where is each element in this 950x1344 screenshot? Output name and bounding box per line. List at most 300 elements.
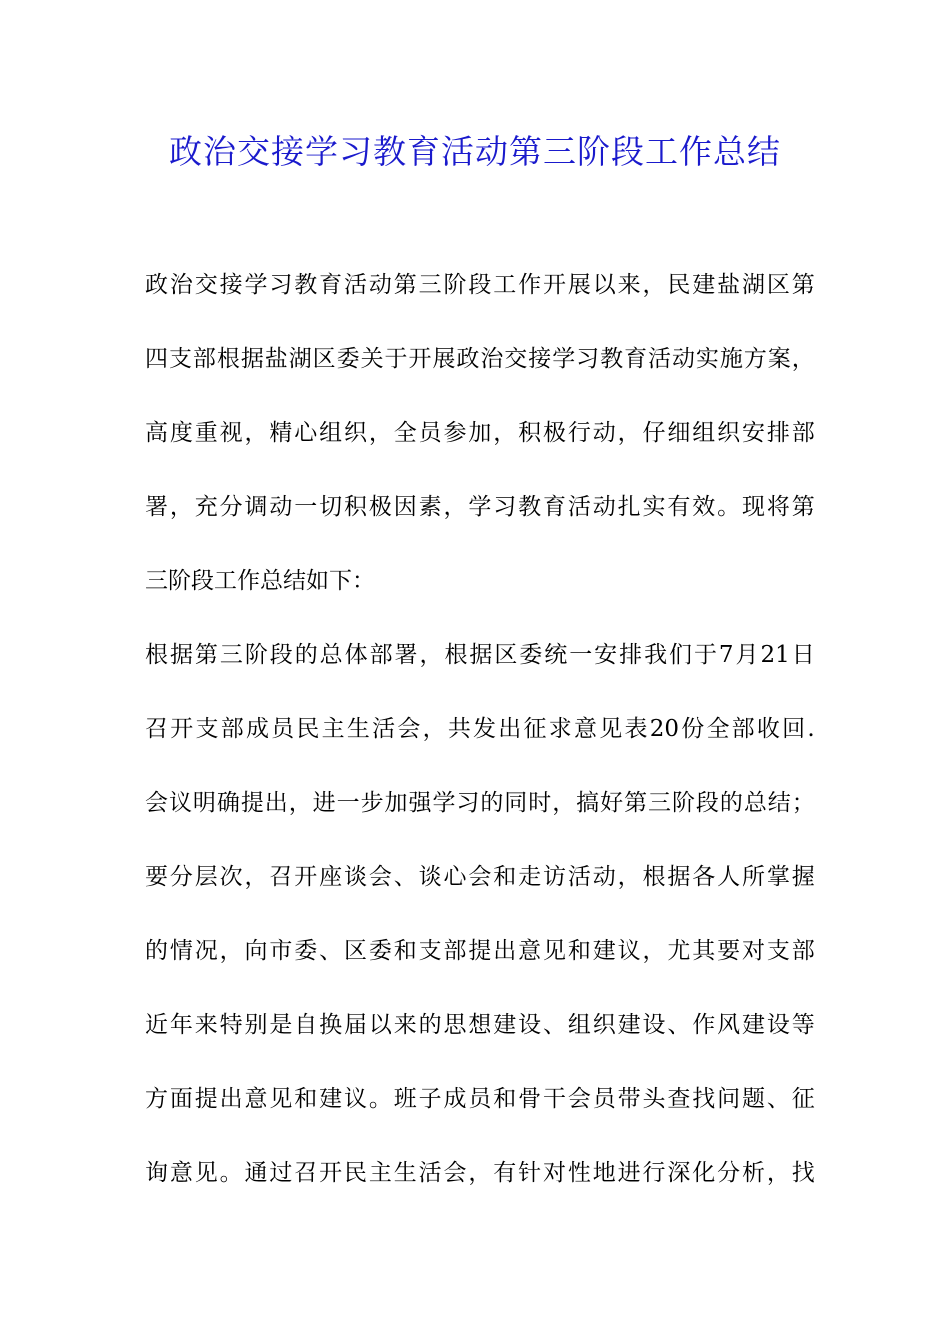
body-glyph: ， [219, 938, 243, 964]
body-glyph: ， [169, 494, 193, 520]
body-glyph: 交 [504, 346, 528, 372]
body-glyph: 提 [468, 938, 492, 964]
body-glyph: 度 [169, 420, 193, 446]
body-glyph: 出 [219, 1086, 243, 1112]
body-glyph: 收 [756, 716, 780, 742]
body-glyph: 部 [369, 642, 393, 668]
body-glyph: 动 [368, 272, 392, 298]
body-glyph: 织 [592, 1012, 616, 1038]
body-glyph: 活 [418, 1160, 442, 1186]
body-glyph: 员 [271, 716, 295, 742]
body-glyph: 加 [468, 420, 492, 446]
body-glyph: 极 [543, 420, 566, 446]
body-glyph: 头 [642, 1086, 666, 1112]
body-glyph: 实 [642, 494, 666, 520]
body-glyph: 精 [269, 420, 293, 446]
body-glyph: 找 [791, 1160, 815, 1186]
body-glyph: 活 [567, 494, 591, 520]
body-glyph: 析 [742, 1160, 765, 1186]
body-glyph: 支 [195, 716, 219, 742]
body-glyph: 和 [493, 1086, 517, 1112]
body-glyph: 地 [592, 1160, 616, 1186]
body-glyph: 向 [244, 938, 268, 964]
body-glyph: 阶 [671, 790, 695, 816]
body-glyph: 回 [782, 716, 806, 742]
body-glyph: 建 [692, 272, 716, 298]
body-glyph: 想 [468, 1012, 492, 1038]
body-glyph: 民 [344, 1160, 367, 1186]
body-glyph: 见 [269, 1086, 293, 1112]
body-glyph: 方 [145, 1086, 168, 1112]
body-glyph: 展 [432, 346, 456, 372]
body-glyph: 21 [760, 642, 790, 668]
body-glyph: ， [244, 864, 268, 890]
body-glyph: 步 [360, 790, 384, 816]
body-glyph: 来 [194, 1012, 218, 1038]
body-glyph: 召 [294, 1160, 318, 1186]
body-glyph: 建 [319, 1086, 343, 1112]
body-glyph: 换 [319, 1012, 343, 1038]
body-glyph: 开 [408, 346, 432, 372]
body-glyph: 谈 [418, 864, 442, 890]
body-glyph: 署 [145, 494, 168, 520]
body-glyph: 近 [145, 1012, 168, 1038]
body-glyph: 湖 [288, 346, 312, 372]
body-glyph: 育 [624, 346, 648, 372]
body-glyph: 学 [244, 272, 268, 298]
body-glyph: 对 [543, 1160, 566, 1186]
body-glyph: 安 [742, 420, 765, 446]
body-glyph: 员 [592, 1086, 616, 1112]
body-glyph: 委 [336, 346, 360, 372]
body-glyph: 极 [368, 494, 392, 520]
body-glyph: 现 [742, 494, 765, 520]
body-glyph: 询 [145, 1160, 168, 1186]
body-glyph: 针 [518, 1160, 542, 1186]
body-glyph: 段 [269, 642, 293, 668]
body-glyph: 、 [319, 938, 343, 964]
body-glyph: 心 [294, 420, 318, 446]
body-glyph: 教 [600, 346, 624, 372]
body-glyph: 要 [145, 864, 168, 890]
body-glyph: 委 [368, 938, 392, 964]
body-glyph: 深 [667, 1160, 691, 1186]
body-glyph: 排 [619, 642, 643, 668]
body-glyph: 设 [766, 1012, 790, 1038]
body-glyph: 确 [216, 790, 240, 816]
body-glyph: 查 [667, 1086, 691, 1112]
body-glyph: 动 [592, 864, 616, 890]
body-glyph: 部 [791, 938, 815, 964]
body-glyph: ， [552, 790, 576, 816]
body-glyph: 支 [418, 938, 442, 964]
body-glyph: 、 [543, 1012, 566, 1038]
body-glyph: 行 [642, 1160, 666, 1186]
body-glyph: 主 [321, 716, 345, 742]
body-glyph: 盐 [264, 346, 288, 372]
body-glyph: ， [617, 420, 641, 446]
body-glyph: 的 [480, 790, 504, 816]
body-glyph: 习 [576, 346, 600, 372]
body-glyph: 员 [418, 420, 442, 446]
body-glyph: ， [493, 420, 517, 446]
body-glyph: 活 [648, 346, 672, 372]
body-glyph: 方 [743, 346, 767, 372]
body-glyph: 建 [592, 938, 616, 964]
body-glyph: 子 [418, 1086, 442, 1112]
body-glyph: 民 [296, 716, 320, 742]
body-glyph: 教 [294, 272, 318, 298]
body-glyph: 会 [397, 716, 421, 742]
body-glyph: 搞 [576, 790, 600, 816]
body-glyph: 行 [567, 420, 591, 446]
body-glyph: 。 [219, 1160, 243, 1186]
body-glyph: 征 [523, 716, 547, 742]
body-glyph: 同 [504, 790, 528, 816]
body-line [145, 632, 815, 706]
body-glyph: 题 [742, 1086, 765, 1112]
body-glyph: 全 [706, 716, 730, 742]
body-glyph: 召 [145, 716, 168, 742]
body-glyph: 通 [244, 1160, 268, 1186]
body-glyph: 次 [219, 864, 243, 890]
body-glyph: 委 [294, 938, 318, 964]
body-glyph: 、 [766, 1086, 790, 1112]
body-glyph: 学 [432, 790, 456, 816]
body-glyph: 将 [766, 494, 790, 520]
body-glyph: ， [468, 1160, 492, 1186]
body-glyph: 安 [594, 642, 618, 668]
body-glyph: 班 [393, 1086, 417, 1112]
body-glyph: 盐 [717, 272, 741, 298]
body-glyph: 部 [731, 716, 755, 742]
body-glyph: 份 [681, 716, 705, 742]
body-glyph: ， [419, 642, 443, 668]
body-glyph: 总 [743, 790, 767, 816]
body-glyph: 人 [717, 864, 741, 890]
body-glyph: 动 [592, 420, 616, 446]
body-glyph: 因 [393, 494, 417, 520]
body-glyph: 议 [344, 1086, 367, 1112]
body-glyph: 对 [742, 938, 765, 964]
body-glyph: 结 [767, 790, 791, 816]
body-glyph: 走 [518, 864, 542, 890]
body-glyph: ， [368, 420, 392, 446]
body-glyph: 部 [192, 346, 216, 372]
body-glyph: 成 [245, 716, 269, 742]
body-glyph: 和 [567, 938, 591, 964]
body-glyph: 动 [592, 494, 616, 520]
body-glyph: 积 [344, 494, 367, 520]
body-glyph: 分 [169, 864, 193, 890]
body-glyph: 性 [567, 1160, 591, 1186]
body-glyph: 干 [543, 1086, 566, 1112]
body-glyph: 意 [518, 938, 542, 964]
body-glyph: 意 [169, 1160, 193, 1186]
body-glyph: 的 [719, 790, 743, 816]
body-glyph: 特 [219, 1012, 243, 1038]
body-glyph: 进 [617, 1160, 641, 1186]
body-glyph: 市 [269, 938, 293, 964]
body-glyph: 政 [145, 272, 168, 298]
body-glyph: 组 [319, 420, 343, 446]
body-glyph: ， [642, 272, 666, 298]
body-glyph: 据 [667, 864, 691, 890]
body-glyph: 于 [384, 346, 408, 372]
body-glyph: 会 [368, 864, 392, 890]
body-glyph: 出 [264, 790, 288, 816]
body-glyph: 和 [493, 864, 517, 890]
body-glyph: 、 [667, 1012, 691, 1038]
body-glyph: 见 [543, 938, 566, 964]
body-glyph: 意 [244, 1086, 268, 1112]
body-glyph: 四 [145, 346, 168, 372]
body-glyph: ， [443, 494, 467, 520]
body-line [145, 336, 815, 410]
body-glyph: 根 [642, 864, 666, 890]
body-glyph: 会 [468, 864, 492, 890]
body-glyph: 况 [194, 938, 218, 964]
body-glyph: 有 [667, 494, 691, 520]
body-glyph: 好 [600, 790, 624, 816]
body-glyph: 会 [567, 1086, 591, 1112]
body-glyph: 议 [617, 938, 641, 964]
body-glyph: 建 [493, 1012, 517, 1038]
body-glyph: 组 [692, 420, 716, 446]
body-glyph: 开 [170, 716, 194, 742]
body-glyph: 其 [692, 938, 716, 964]
body-glyph: 进 [312, 790, 336, 816]
body-glyph: 第 [791, 494, 815, 520]
body-glyph: 强 [408, 790, 432, 816]
body-glyph: ， [617, 864, 641, 890]
body-glyph: 开 [319, 1160, 343, 1186]
body-glyph: 视 [219, 420, 243, 446]
body-line [145, 410, 815, 484]
body-glyph: 充 [194, 494, 218, 520]
body-glyph: 关 [360, 346, 384, 372]
body-glyph: 的 [294, 642, 318, 668]
body-glyph: 找 [692, 1086, 716, 1112]
body-glyph: 实 [695, 346, 719, 372]
body-glyph: 握 [791, 864, 815, 890]
body-glyph: ， [288, 790, 312, 816]
body-glyph: 据 [240, 346, 264, 372]
body-glyph: 动 [671, 346, 695, 372]
body-glyph: 以 [592, 272, 616, 298]
body-glyph: ， [791, 346, 815, 372]
body-glyph: 据 [469, 642, 493, 668]
body-glyph: 段 [468, 272, 492, 298]
body-glyph: 。 [368, 1086, 392, 1112]
body-glyph: 访 [543, 864, 566, 890]
body-glyph: 支 [766, 938, 790, 964]
body-line [145, 706, 815, 780]
body-glyph: 第 [624, 790, 648, 816]
body-glyph: 设 [642, 1012, 666, 1038]
body-glyph: 意 [573, 716, 597, 742]
body-glyph: 部 [443, 938, 467, 964]
body-glyph: 尤 [667, 938, 691, 964]
body-line [145, 854, 815, 928]
body-glyph: 第 [791, 272, 815, 298]
body-glyph: 出 [493, 938, 517, 964]
body-glyph: 等 [791, 1012, 815, 1038]
body-glyph: 体 [344, 642, 368, 668]
body-glyph: 活 [344, 272, 367, 298]
body-glyph: 20 [649, 716, 679, 742]
body-glyph: 的 [145, 938, 168, 964]
body-line [145, 262, 815, 336]
body-glyph: 三 [219, 642, 243, 668]
body-line: 三阶段工作总结如下： [145, 568, 375, 594]
body-glyph: 开 [294, 864, 318, 890]
body-glyph: 成 [443, 1086, 467, 1112]
body-glyph: 育 [319, 272, 343, 298]
body-glyph: 调 [244, 494, 268, 520]
body-glyph: 和 [393, 938, 417, 964]
body-glyph: 细 [667, 420, 691, 446]
body-glyph: 主 [368, 1160, 392, 1186]
body-glyph: 政 [456, 346, 480, 372]
body-glyph: 提 [240, 790, 264, 816]
body-glyph: 工 [493, 272, 517, 298]
body-line [145, 484, 815, 558]
body-glyph: 治 [480, 346, 504, 372]
body-glyph: 区 [766, 272, 790, 298]
body-glyph: 有 [493, 1160, 517, 1186]
body-glyph: 湖 [742, 272, 765, 298]
body-glyph: 员 [468, 1086, 492, 1112]
body-glyph: 见 [194, 1160, 218, 1186]
body-glyph: 带 [617, 1086, 641, 1112]
body-line [145, 780, 815, 854]
body-glyph: 阶 [443, 272, 467, 298]
body-glyph: 我 [644, 642, 668, 668]
body-line [145, 1150, 815, 1224]
body-glyph: 习 [456, 790, 480, 816]
body-glyph: 来 [617, 272, 641, 298]
body-glyph: 重 [194, 420, 218, 446]
body-glyph: 作 [518, 272, 542, 298]
body-glyph: 加 [384, 790, 408, 816]
body-line [145, 928, 815, 1002]
body-glyph: 问 [717, 1086, 741, 1112]
body-glyph: 化 [692, 1160, 716, 1186]
body-glyph: 扎 [617, 494, 641, 520]
body-glyph: 案 [767, 346, 791, 372]
body-glyph: ， [642, 938, 666, 964]
body-glyph: 第 [393, 272, 417, 298]
body-glyph: 以 [368, 1012, 392, 1038]
body-glyph: 织 [717, 420, 741, 446]
body-glyph: 交 [194, 272, 218, 298]
body-glyph: 掌 [766, 864, 790, 890]
body-glyph: 征 [791, 1086, 815, 1112]
body-glyph: 建 [617, 1012, 641, 1038]
body-glyph: 所 [742, 864, 765, 890]
body-glyph: 求 [548, 716, 572, 742]
body-glyph: 分 [717, 1160, 741, 1186]
body-glyph: 段 [695, 790, 719, 816]
body-glyph: 自 [294, 1012, 318, 1038]
body-glyph: 治 [169, 272, 193, 298]
body-glyph: 组 [567, 1012, 591, 1038]
body-glyph: 的 [418, 1012, 442, 1038]
body-glyph: 委 [519, 642, 543, 668]
body-glyph: 接 [528, 346, 552, 372]
body-glyph: 和 [294, 1086, 318, 1112]
body-line [145, 1002, 815, 1076]
body-glyph: 会 [443, 1160, 467, 1186]
body-glyph: 月 [735, 642, 759, 668]
body-glyph: 一 [294, 494, 318, 520]
document-title: 政治交接学习教育活动第三阶段工作总结 [169, 132, 781, 171]
body-glyph: 民 [667, 272, 691, 298]
body-glyph: 动 [269, 494, 293, 520]
body-glyph: 学 [468, 494, 492, 520]
body-glyph: 。 [717, 494, 741, 520]
body-glyph: 活 [567, 864, 591, 890]
body-glyph: 别 [244, 1012, 268, 1038]
body-glyph: 部 [791, 420, 815, 446]
body-glyph: 日 [791, 642, 815, 668]
body-glyph: 表 [624, 716, 648, 742]
body-glyph: 切 [319, 494, 343, 520]
body-glyph: 明 [192, 790, 216, 816]
body-glyph: 效 [692, 494, 716, 520]
body-glyph: ； [791, 790, 815, 816]
body-glyph: 区 [494, 642, 518, 668]
body-glyph: 风 [717, 1012, 741, 1038]
body-glyph: 支 [168, 346, 192, 372]
body-glyph: 区 [312, 346, 336, 372]
body-glyph: 全 [393, 420, 417, 446]
body-glyph: 第 [194, 642, 218, 668]
body-glyph: ， [422, 716, 446, 742]
body-glyph: 7 [718, 642, 734, 668]
body-glyph: 建 [742, 1012, 765, 1038]
body-glyph: 根 [444, 642, 468, 668]
body-glyph: 面 [169, 1086, 193, 1112]
body-glyph: 教 [518, 494, 542, 520]
body-glyph: 发 [473, 716, 497, 742]
body-glyph: 出 [498, 716, 522, 742]
body-glyph: 生 [393, 1160, 417, 1186]
body-glyph: 署 [394, 642, 418, 668]
body-glyph: 提 [194, 1086, 218, 1112]
body-glyph: 施 [719, 346, 743, 372]
body-glyph: 根 [145, 642, 168, 668]
body-glyph: 据 [169, 642, 193, 668]
body-glyph: 骨 [518, 1086, 542, 1112]
body-line [145, 1076, 815, 1150]
body-glyph: 谈 [344, 864, 367, 890]
body-glyph: ， [244, 420, 268, 446]
body-glyph: 生 [346, 716, 370, 742]
body-glyph: 共 [447, 716, 471, 742]
body-glyph: 三 [648, 790, 672, 816]
body-glyph: 、 [393, 864, 417, 890]
body-glyph: 情 [169, 938, 193, 964]
body-glyph: 展 [567, 272, 591, 298]
body-glyph: 总 [319, 642, 343, 668]
body-glyph: 议 [168, 790, 192, 816]
body-glyph: 座 [319, 864, 343, 890]
body-glyph: 习 [493, 494, 517, 520]
body-glyph: 统 [544, 642, 568, 668]
body-glyph: 织 [344, 420, 367, 446]
